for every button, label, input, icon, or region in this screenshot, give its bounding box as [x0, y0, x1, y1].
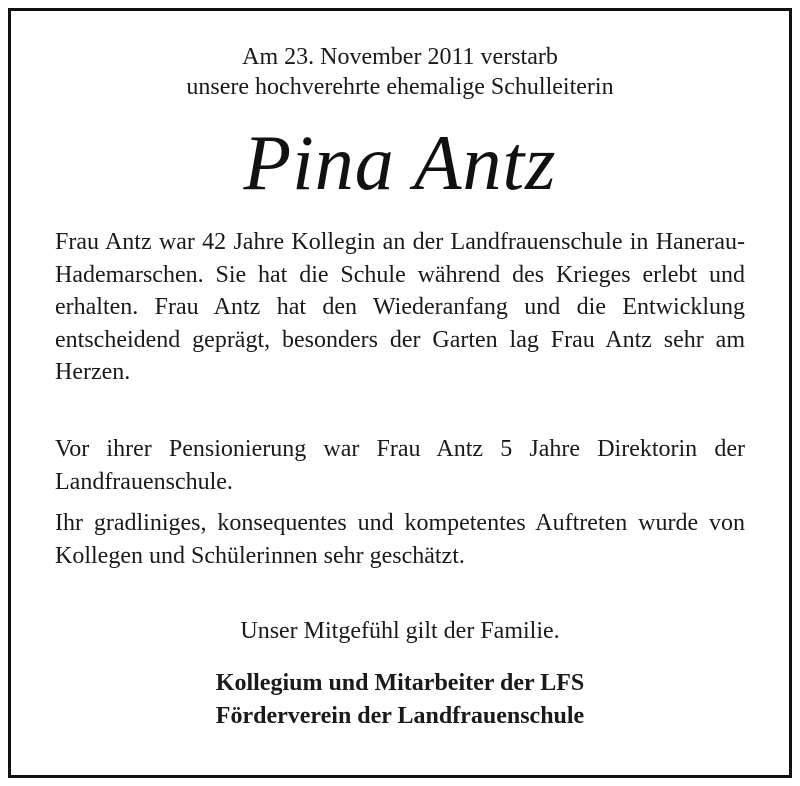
- deceased-name: Pina Antz: [243, 119, 557, 206]
- signature-association: Förderverein der Landfrauenschule: [215, 703, 585, 729]
- paragraph-directorship: Vor ihrer Pensionierung war Frau Antz 5 Jahre Direktorin der Landfrauenschule.: [55, 436, 745, 495]
- signature-staff: Kollegium und Mitarbeiter der LFS: [215, 670, 585, 696]
- intro-line-date: Am 23. November 2011 verstarb: [242, 44, 558, 70]
- paragraph-career: Frau Antz war 42 Jahre Kollegin an der Landfrauenschule in Hanerau-Hademarschen. Sie hat die Schule während des Krieges erlebt und erhalten. Frau Antz hat den Wiederanfang und die Entwicklung entscheidend geprägt, besonders der Garten lag Frau Antz sehr am Herzen.: [55, 229, 745, 385]
- paragraph-appreciation: Ihr gradliniges, konsequentes und kompetentes Auftreten wurde von Kollegen und Schülerinnen sehr geschätzt.: [55, 510, 745, 569]
- intro-line-relation: unsere hochverehrte ehemalige Schulleiterin: [186, 74, 614, 100]
- condolence-line: Unser Mitgefühl gilt der Familie.: [240, 618, 560, 644]
